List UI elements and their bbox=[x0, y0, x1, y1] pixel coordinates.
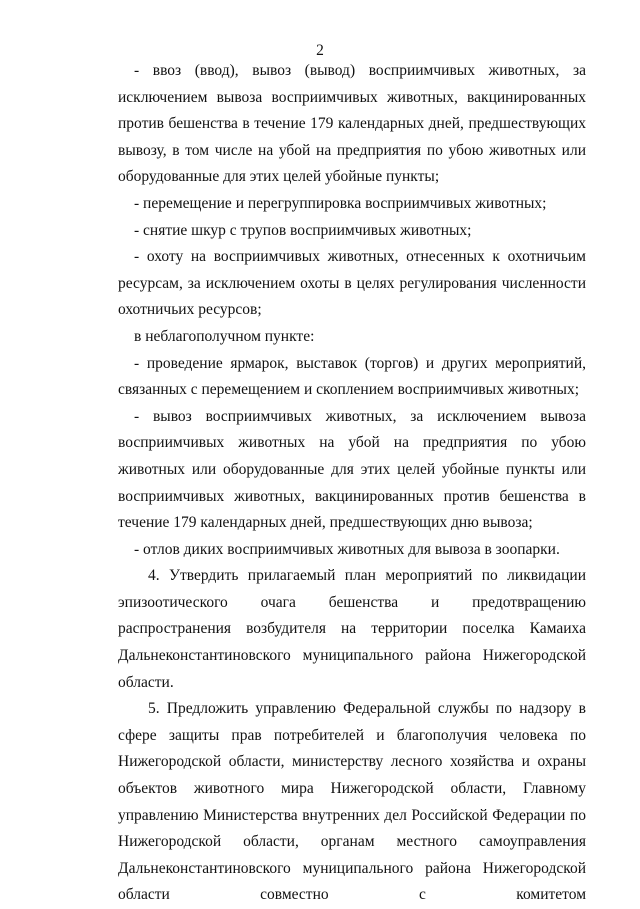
paragraph-fairs: - проведение ярмарок, выставок (торгов) и других мероприятий, связанных с перемещением и скоплением восприимчивых животных; bbox=[118, 354, 586, 399]
paragraph-capture: - отлов диких восприимчивых животных для вывоза в зоопарки. bbox=[134, 540, 560, 558]
paragraph-import-export: - ввоз (ввод), вывоз (вывод) восприимчивых животных, за исключением вывоза восприимчивых животных, вакцинированных против бешенства в течение 179 календарных дней, предшествующих вывозу, в том числе на убой на предприятия по убою животных или оборудованные для этих целей убойные пункты; bbox=[118, 62, 586, 186]
paragraph-regrouping: - перемещение и перегруппировка восприимчивых животных; bbox=[134, 194, 547, 212]
paragraph-hunting: - охоту на восприимчивых животных, отнесенных к охотничьим ресурсам, за исключением охоты в целях регулирования численности охотничьих ресурсов; bbox=[118, 248, 586, 319]
paragraph-item-5: 5. Предложить управлению Федеральной службы по надзору в сфере защиты прав потребителей и благополучия человека по Нижегородской области, министерству лесного хозяйства и охраны объектов животного мира Нижегородской области, Главному управлению Министерства внутренних дел Российской Федерации по Нижегородской области, органам местного самоуправления Дальнеконстантиновского муниципального района Нижегородской области совместно с комитетом bbox=[118, 700, 586, 904]
paragraph-item-4: 4. Утвердить прилагаемый план мероприятий по ликвидации эпизоотического очага бешенства и предотвращению распространения возбудителя на территории поселка Камаиха Дальнеконстантиновского муниципального района Нижегородской области. bbox=[118, 567, 586, 691]
paragraph-export: - вывоз восприимчивых животных, за исключением вывоза восприимчивых животных на убой на предприятия по убою животных или оборудованные для этих целей убойные пункты или восприимчивых животных, вакцинированных против бешенства в течение 179 календарных дней, предшествующих дню вывоза; bbox=[118, 407, 586, 532]
paragraph-skinning: - снятие шкур с трупов восприимчивых животных; bbox=[134, 221, 472, 239]
paragraph-unfavorable-point: в неблагополучном пункте: bbox=[134, 327, 315, 345]
page-number: 2 bbox=[316, 42, 324, 59]
document-body bbox=[118, 58, 586, 909]
